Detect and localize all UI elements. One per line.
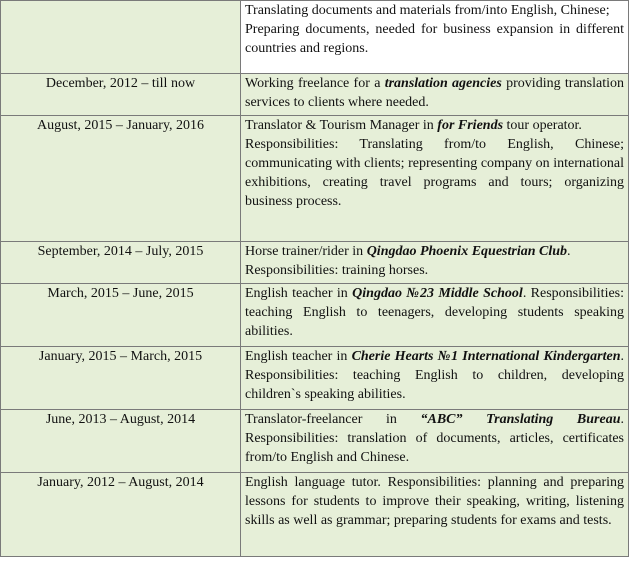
experience-row: [1, 473, 629, 557]
experience-row: [1, 347, 629, 410]
description-cell: [241, 473, 629, 557]
description-line: [245, 135, 624, 211]
description-text: Responsibilities: Translating from/to English, Chinese; communicating with clients; representing company on international exhibitions, creating travel programs and tours; organizing business process.: [245, 137, 624, 209]
description-text: . Responsibilities: teaching English to teenagers, developing students speaking abilities.: [245, 286, 625, 339]
description-text: Horse trainer/rider in: [245, 244, 367, 259]
description-text: English teacher in: [245, 349, 352, 364]
description-text: English language tutor. Responsibilities: planning and preparing lessons for students to improve their speaking, writing, listening skills as well as grammar; preparing students for exams and tests.: [245, 475, 624, 528]
company-name: Qingdao №23 Middle School: [352, 286, 523, 301]
description-text: Responsibilities: training horses.: [245, 263, 429, 278]
description-line: [245, 347, 624, 404]
description-cell: [241, 1, 629, 74]
description-line: [245, 74, 624, 112]
description-text: . Responsibilities: translation of documents, articles, certificates from/to English and Chinese.: [245, 412, 624, 465]
description-text: Translator-freelancer in: [245, 412, 421, 427]
date-cell: March, 2015 – June, 2015: [1, 284, 241, 347]
date-cell: December, 2012 – till now: [1, 74, 241, 116]
description-text: Preparing documents, needed for business expansion in different countries and regions.: [245, 22, 624, 56]
description-text: Translating documents and materials from/into English, Chinese;: [245, 3, 610, 18]
description-line: [245, 1, 624, 20]
date-cell: August, 2015 – January, 2016: [1, 116, 241, 242]
description-text: Translator & Tourism Manager in: [245, 118, 438, 133]
description-text: tour operator.: [503, 118, 582, 133]
date-cell: January, 2012 – August, 2014: [1, 473, 241, 557]
description-line: [245, 261, 624, 280]
description-cell: [241, 284, 629, 347]
experience-row: [1, 74, 629, 116]
company-name: translation agencies: [384, 76, 502, 91]
description-line: [245, 284, 624, 341]
experience-row: [1, 410, 629, 473]
date-cell: September, 2014 – July, 2015: [1, 242, 241, 284]
description-line: [245, 116, 624, 135]
company-name: for Friends: [437, 118, 504, 133]
company-name: Qingdao Phoenix Equestrian Club: [366, 244, 568, 259]
description-line: [245, 20, 624, 58]
description-cell: [241, 116, 629, 242]
description-text: providing translation services to clients where needed.: [245, 76, 624, 110]
description-cell: [241, 347, 629, 410]
date-cell: January, 2015 – March, 2015: [1, 347, 241, 410]
date-cell: June, 2013 – August, 2014: [1, 410, 241, 473]
description-cell: [241, 410, 629, 473]
date-cell: [1, 1, 241, 74]
description-line: [245, 242, 624, 261]
experience-row: [1, 1, 629, 74]
description-text: English teacher in: [245, 286, 353, 301]
description-line: [245, 410, 624, 467]
description-cell: [241, 242, 629, 284]
company-name: “ABC” Translating Bureau: [420, 412, 621, 427]
description-line: [245, 473, 624, 530]
description-text: .: [567, 244, 571, 259]
experience-row: [1, 116, 629, 242]
description-text: . Responsibilities: teaching English to children, developing children`s speaking abilities.: [245, 349, 624, 402]
description-cell: [241, 74, 629, 116]
description-text: Working freelance for a: [245, 76, 385, 91]
company-name: Cherie Hearts №1 International Kindergarten: [351, 349, 621, 364]
experience-row: [1, 242, 629, 284]
experience-row: [1, 284, 629, 347]
